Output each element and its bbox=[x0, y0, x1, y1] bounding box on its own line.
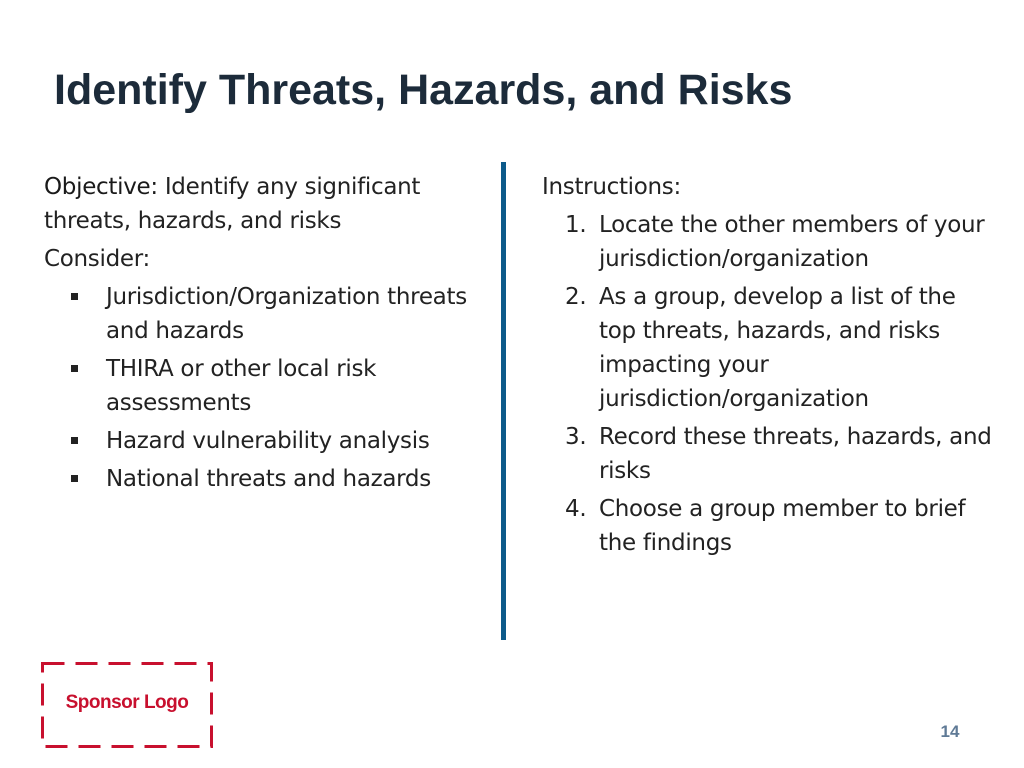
instruction-step bbox=[542, 420, 992, 488]
objective-paragraph bbox=[44, 170, 474, 238]
instruction-step bbox=[542, 280, 992, 416]
consider-list bbox=[44, 280, 474, 496]
square-bullet-icon bbox=[71, 475, 78, 482]
consider-label: Consider: bbox=[44, 246, 150, 272]
page-number: 14 bbox=[940, 722, 960, 741]
step-text: Choose a group member to brief the findings bbox=[599, 496, 966, 556]
slide-title: Identify Threats, Hazards, and Risks bbox=[54, 66, 793, 114]
consider-item-text: Hazard vulnerability analysis bbox=[106, 428, 430, 454]
step-text: Locate the other members of your jurisdiction/organization bbox=[599, 212, 985, 272]
column-divider bbox=[501, 162, 506, 640]
consider-item bbox=[44, 280, 474, 348]
consider-item bbox=[44, 462, 474, 496]
step-text: As a group, develop a list of the top threats, hazards, and risks impacting your jurisdiction/organization bbox=[599, 284, 956, 412]
consider-item-text: National threats and hazards bbox=[106, 466, 431, 492]
square-bullet-icon bbox=[71, 365, 78, 372]
objective-text: Identify any significant threats, hazards, and risks bbox=[44, 174, 421, 234]
instructions-column bbox=[542, 170, 992, 564]
square-bullet-icon bbox=[71, 437, 78, 444]
consider-item-text: THIRA or other local risk assessments bbox=[106, 356, 377, 416]
sponsor-logo-text: Sponsor Logo bbox=[65, 692, 189, 713]
consider-item bbox=[44, 424, 474, 458]
instruction-step bbox=[542, 492, 992, 560]
consider-item-text: Jurisdiction/Organization threats and hazards bbox=[106, 284, 467, 344]
objective-label: Objective: bbox=[44, 174, 158, 200]
step-number: 3. bbox=[565, 424, 587, 450]
consider-item bbox=[44, 352, 474, 420]
step-number: 2. bbox=[565, 284, 587, 310]
step-number: 1. bbox=[565, 212, 587, 238]
step-number: 4. bbox=[565, 496, 587, 522]
sponsor-logo-placeholder bbox=[41, 662, 213, 748]
instruction-step bbox=[542, 208, 992, 276]
objective-column bbox=[44, 170, 474, 500]
step-text: Record these threats, hazards, and risks bbox=[599, 424, 992, 484]
square-bullet-icon bbox=[71, 293, 78, 300]
instructions-list bbox=[542, 208, 992, 560]
instructions-label: Instructions: bbox=[542, 174, 681, 200]
